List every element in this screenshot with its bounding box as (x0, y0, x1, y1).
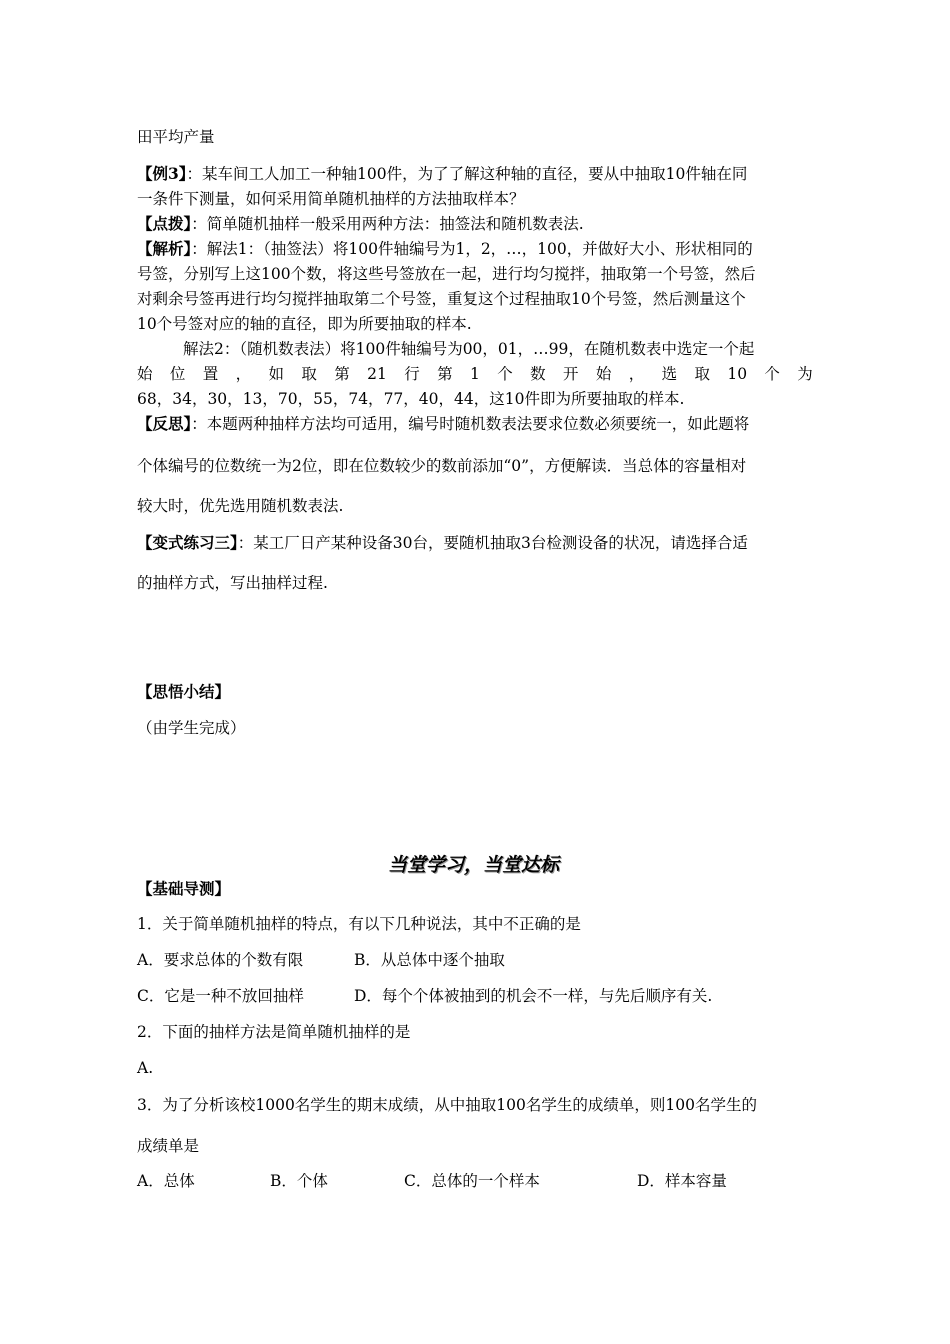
reflection-tag: 【反思】 (137, 414, 192, 433)
solution-line-3: 对剩余号签再进行均匀搅拌抽取第二个号签，重复这个过程抽取10个号签，然后测量这个 (137, 290, 746, 308)
solution-tag: 【解析】 (137, 239, 192, 258)
example-3-line-1 (137, 164, 747, 184)
question-2-option-a: A. (137, 1059, 154, 1077)
question-1-option-a: A．要求总体的个数有限 (137, 951, 304, 969)
hint-text: ：简单随机抽样一般采用两种方法：抽签法和随机数表法. (191, 215, 584, 233)
spaced-word: 21 (367, 365, 387, 383)
spaced-word: 数 (530, 365, 546, 383)
summary-tag: 【思悟小结】 (137, 682, 231, 701)
spaced-word: 为 (797, 365, 813, 383)
basic-test-tag: 【基础导测】 (137, 879, 231, 898)
spaced-word: 10 (727, 365, 748, 383)
spaced-word: 个 (497, 365, 513, 383)
question-3-line-2: 成绩单是 (137, 1137, 200, 1155)
example-3-line-2: 一条件下测量，如何采用简单随机抽样的方法抽取样本？ (137, 190, 525, 208)
spaced-word: 第 (334, 365, 350, 383)
spaced-word: 开 (562, 365, 579, 383)
spaced-word: 选 (661, 365, 678, 383)
solution-text: ：解法1：（抽签法）将100件轴编号为1，2，…，100，并做好大小、形状相同的 (191, 240, 753, 258)
reflection-line-3: 较大时，优先选用随机数表法. (137, 497, 344, 515)
spaced-word: 始 (137, 365, 153, 383)
spaced-word: ， (235, 365, 252, 383)
spaced-word: 取 (694, 365, 710, 383)
solution-line-2: 号签，分别写上这100个数，将这些号签放在一起，进行均匀搅拌，抽取第一个号签，然后 (137, 265, 756, 283)
variant-exercise-line-1 (137, 533, 748, 553)
solution-line-1 (137, 239, 753, 259)
example-3-text: ：某车间工人加工一种轴100件，为了了解这种轴的直径，要从中抽取10件轴在同 (186, 165, 748, 183)
solution-2-line-3: 68，34，30，13，70，55，74，77，40，44，这10件即为所要抽取的样本. (137, 390, 685, 408)
section-title: 当堂学习，当堂达标 (388, 854, 560, 876)
solution-line-4: 10个号签对应的轴的直径，即为所要抽取的样本. (137, 315, 472, 333)
question-3-line-1: 3．为了分析该校1000名学生的期末成绩，从中抽取100名学生的成绩单，则100名学生的 (137, 1096, 757, 1114)
variant-exercise-line-2: 的抽样方式，写出抽样过程. (137, 574, 328, 592)
spaced-word: ， (628, 365, 645, 383)
spaced-word: 行 (404, 365, 420, 383)
question-2: 2．下面的抽样方法是简单随机抽样的是 (137, 1023, 411, 1041)
hint-tag: 【点拨】 (137, 214, 192, 233)
spaced-word: 1 (469, 365, 480, 383)
variant-exercise-tag: 【变式练习三】 (137, 533, 238, 552)
spaced-word: 个 (764, 365, 780, 383)
spaced-word: 位 (169, 365, 186, 383)
example-3-tag: 【例3】 (137, 164, 187, 183)
question-3-option-b: B．个体 (270, 1172, 328, 1190)
spaced-word: 始 (595, 365, 612, 383)
question-1-option-c: C．它是一种不放回抽样 (137, 987, 304, 1005)
question-1: 1．关于简单随机抽样的特点，有以下几种说法，其中不正确的是 (137, 915, 581, 933)
spaced-word: 取 (301, 365, 317, 383)
summary-text: （由学生完成） (137, 719, 246, 737)
spaced-word: 如 (268, 365, 285, 383)
hint-line (137, 214, 584, 234)
text-line: 田平均产量 (137, 128, 215, 146)
spaced-word: 置 (202, 365, 219, 383)
solution-2-line-1: 解法2：（随机数表法）将100件轴编号为00，01，…99，在随机数表中选定一个起 (183, 340, 755, 358)
question-3-option-c: C．总体的一个样本 (404, 1172, 540, 1190)
question-3-option-a: A．总体 (137, 1172, 195, 1190)
spaced-word: 第 (437, 365, 453, 383)
solution-2-line-2 (137, 364, 813, 384)
question-1-option-b: B．从总体中逐个抽取 (354, 951, 505, 969)
reflection-line-1 (137, 414, 749, 434)
question-1-option-d: D．每个个体被抽到的机会不一样，与先后顺序有关. (354, 987, 713, 1005)
reflection-text: ：本题两种抽样方法均可适用，编号时随机数表法要求位数必须要统一，如此题将 (191, 415, 750, 433)
question-3-option-d: D．样本容量 (637, 1172, 727, 1190)
variant-exercise-text: ：某工厂日产某种设备30台，要随机抽取3台检测设备的状况，请选择合适 (237, 534, 748, 552)
reflection-line-2: 个体编号的位数统一为2位，即在位数较少的数前添加“0”，方便解读．当总体的容量相对 (137, 457, 747, 475)
